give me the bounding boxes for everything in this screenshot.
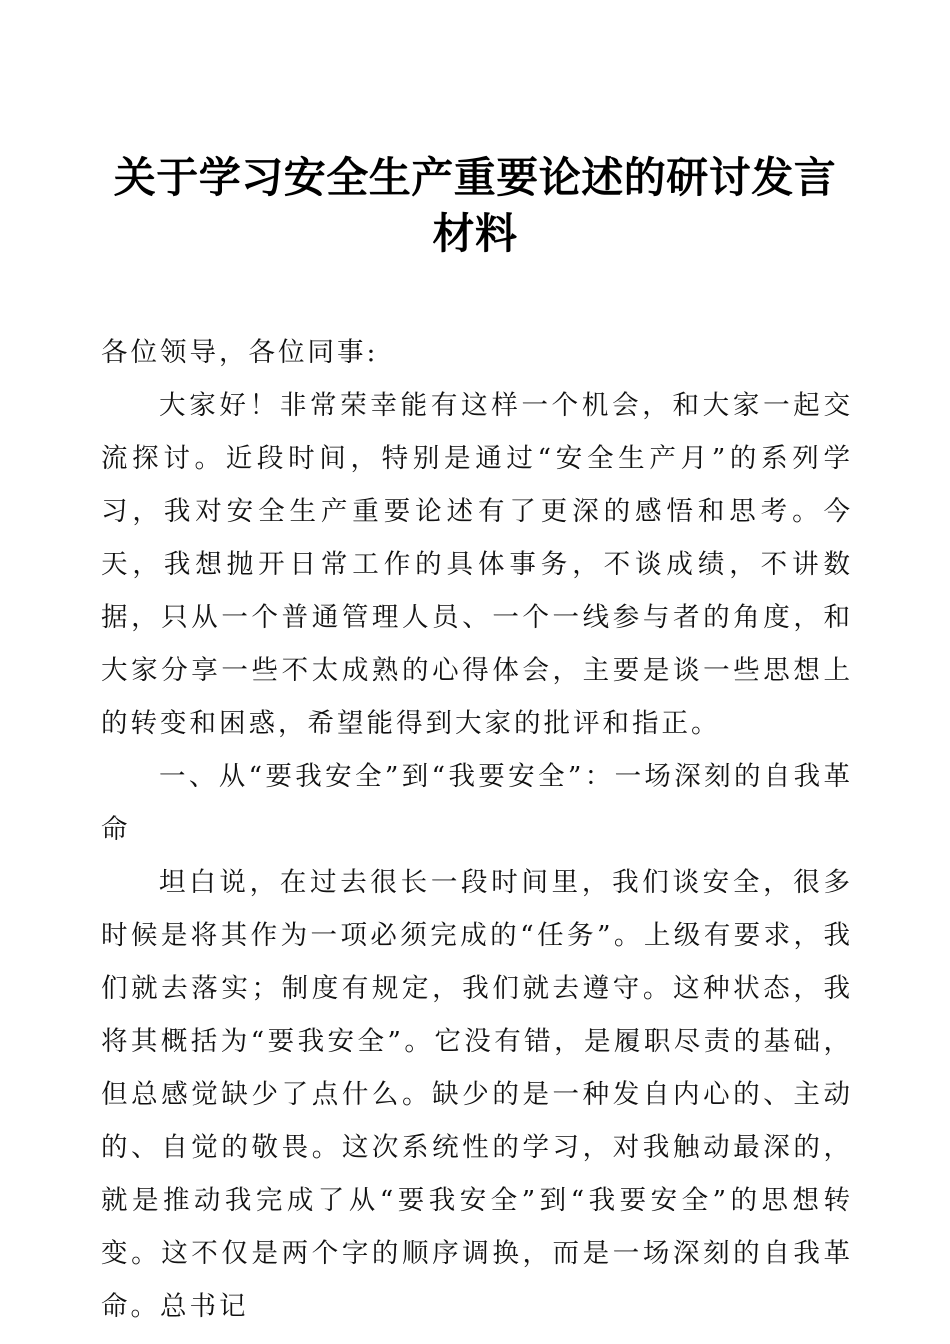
paragraph-section-1: 坦白说，在过去很长一段时间里，我们谈安全，很多时候是将其作为一项必须完成的“任务”。上级有要求，我们就去落实；制度有规定，我们就去遵守。这种状态，我将其概括为“要我安全”。它没有错，是履职尽责的基础，但总感觉缺少了点什么。缺少的是一种发自内心的、主动的、自觉的敬畏。这次系统性的学习，对我触动最深的，就是推动我完成了从“要我安全”到“我要安全”的思想转变。这不仅是两个字的顺序调换，而是一场深刻的自我革命。总书记 [101, 867, 853, 1322]
document-title: 关于学习安全生产重要论述的研讨发言材料 [113, 153, 837, 258]
paragraph-greeting: 大家好！非常荣幸能有这样一个机会，和大家一起交流探讨。近段时间，特别是通过“安全生产月”的系列学习，我对安全生产重要论述有了更深的感悟和思考。今天，我想抛开日常工作的具体事务，不谈成绩，不讲数据，只从一个普通管理人员、一个一线参与者的角度，和大家分享一些不太成熟的心得体会，主要是谈一些思想上的转变和困惑，希望能得到大家的批评和指正。 [101, 390, 853, 739]
section-heading-1: 一、从“要我安全”到“我要安全”：一场深刻的自我革命 [101, 761, 853, 845]
salutation: 各位领导，各位同事: [101, 337, 379, 368]
document-body [101, 326, 853, 1333]
